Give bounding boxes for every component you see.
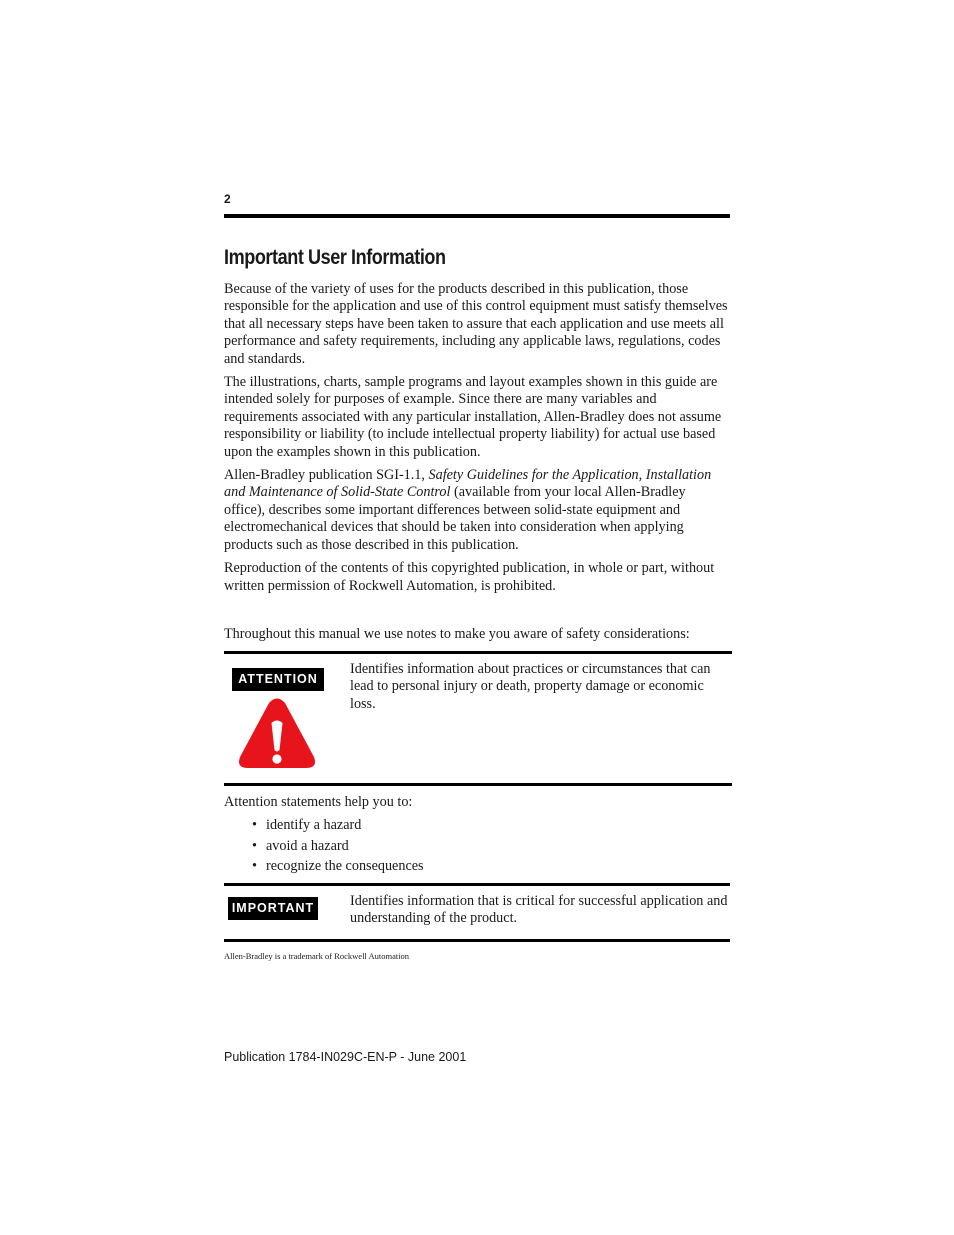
attention-help-list [252,817,424,879]
page-title: Important User Information [224,246,446,269]
paragraph-intended-use: Because of the variety of uses for the products described in this publication, those responsible for the application and use of this control equipment must satisfy themselves that all necessary steps have been taken to assure that each application and use meets all performance and safety requirements, including any applicable laws, regulations, codes and standards. [224,281,728,367]
publication-footer: Publication 1784-IN029C-EN-P - June 2001 [224,1050,467,1064]
paragraph-reproduction: Reproduction of the contents of this copyrighted publication, in whole or part, without written permission of Rockwell Automation, is prohibited. [224,560,715,594]
notes-intro: Throughout this manual we use notes to make you aware of safety considerations: [224,626,690,642]
paragraph-examples-disclaimer: The illustrations, charts, sample programs and layout examples shown in this guide are intended solely for purposes of example. Since there are many variables and requirements associated with any particular installation, Allen-Bradley does not assume responsibility or liability (to include intellectual property liability) for actual use based upon the examples shown in this publication. [224,374,722,460]
important-bottom-rule [224,939,730,942]
attention-bottom-rule [224,783,732,786]
attention-help-intro: Attention statements help you to: [224,794,413,810]
paragraph-safety-guidelines-start: Allen-Bradley publication SGI-1.1, [224,467,429,484]
important-badge: IMPORTANT [228,897,318,920]
body-text [224,281,730,601]
trademark-notice: Allen-Bradley is a trademark of Rockwell Automation [224,951,410,961]
list-item: • avoid a hazard [252,838,424,859]
paragraph-safety-guidelines-end: (available from your local Allen-Bradley office), describes some important differences between solid-state equipment and electromechanical devices that should be taken into consideration when applying products such as those described in this publication. [224,484,686,553]
header-rule [224,214,730,218]
important-text: Identifies information that is critical for successful application and understanding of the product. [350,893,728,927]
safety-guidelines-title: Safety Guidelines for the Application, Installation and Maintenance of Solid-State Control [224,467,712,501]
list-item: • recognize the consequences [252,858,424,879]
page-number: 2 [224,192,231,206]
paragraph-safety-guidelines [224,467,730,554]
attention-badge: ATTENTION [232,668,324,691]
important-top-rule [224,883,730,886]
warning-triangle-icon [236,697,318,771]
list-item: • identify a hazard [252,817,424,838]
attention-text: Identifies information about practices or circumstances that can lead to personal injury or death, property damage or economic loss. [350,661,711,712]
attention-top-rule [224,651,732,654]
